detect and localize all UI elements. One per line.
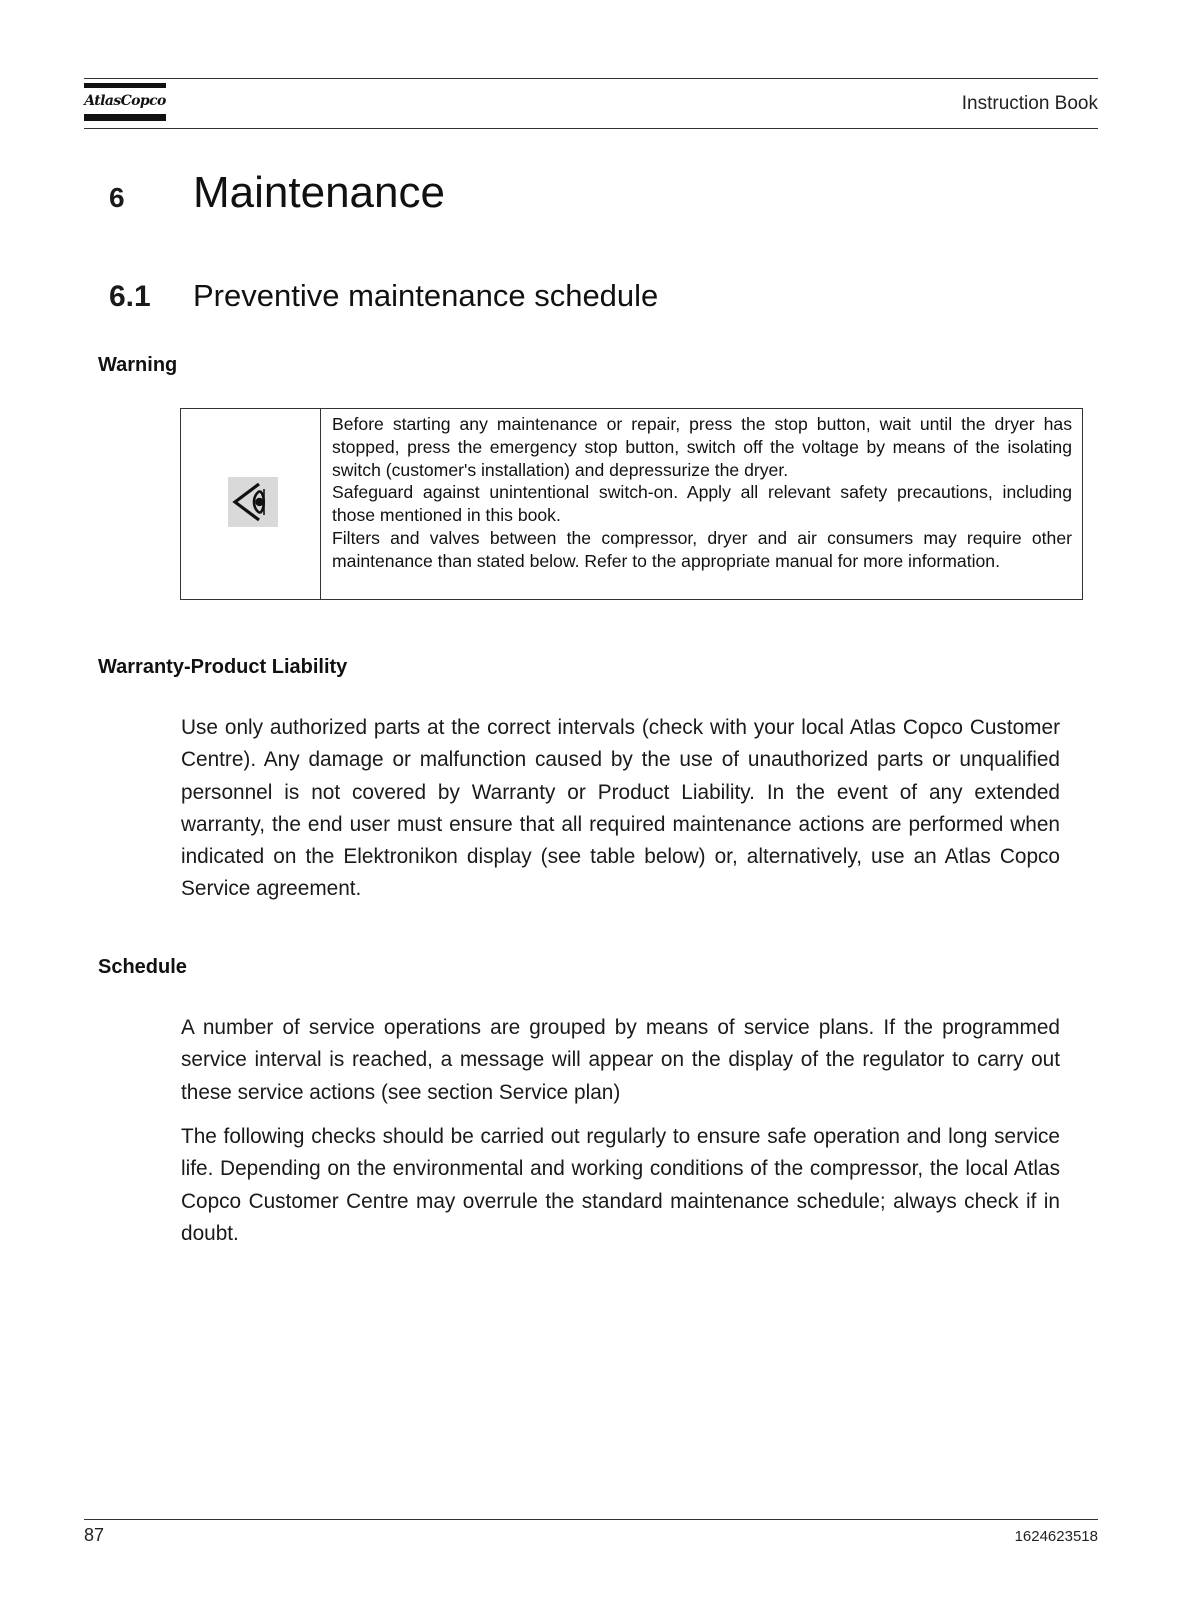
document-number: 1624623518 xyxy=(1014,1528,1098,1545)
warranty-paragraph: Use only authorized parts at the correct intervals (check with your local Atlas Copco Customer Centre). Any damage or malfunction caused by the use of unauthorized parts or unqualified personnel is not covered by Warranty or Product Liability. In the event of any extended warranty, the end user must ensure that all required maintenance actions are performed when indicated on the Elektronikon display (see table below) or, alternatively, use an Atlas Copco Service agreement. xyxy=(181,716,1060,901)
instruction-book-label: Instruction Book xyxy=(961,93,1098,114)
warning-icon-cell xyxy=(181,409,321,600)
schedule-paragraph: The following checks should be carried out regularly to ensure safe operation and long service life. Depending on the environmental and working conditions of the compressor, the local Atlas Copco Customer Centre may overrule the standard maintenance schedule; always check if in doubt. xyxy=(181,1125,1060,1245)
warning-paragraph: Before starting any maintenance or repair, press the stop button, wait until the dryer has stopped, press the emergency stop button, switch off the voltage by means of the isolating switch (customer's installation) and depressurize the dryer. xyxy=(332,414,1072,480)
footer-rule xyxy=(84,1519,1098,1520)
schedule-heading: Schedule xyxy=(98,956,187,978)
warning-paragraph: Safeguard against unintentional switch-on. Apply all relevant safety precautions, including those mentioned in this book. xyxy=(332,482,1072,526)
logo-wordmark: AtlasCopco xyxy=(84,93,166,109)
schedule-paragraph: A number of service operations are grouped by means of service plans. If the programmed service interval is reached, a message will appear on the display of the regulator to carry out these service actions (see section Service plan) xyxy=(181,1016,1060,1104)
logo-top-bar xyxy=(84,83,166,88)
atlas-copco-logo xyxy=(84,83,166,123)
warning-paragraph: Filters and valves between the compressor, dryer and air consumers may require other maintenance than stated below. Refer to the appropriate manual for more information. xyxy=(332,527,1072,571)
warning-heading: Warning xyxy=(98,354,178,376)
warning-text-cell xyxy=(321,409,1083,600)
section-number: 6.1 xyxy=(109,280,151,313)
warning-box xyxy=(180,408,1083,600)
eye-caution-icon xyxy=(228,477,278,527)
section-title: Preventive maintenance schedule xyxy=(193,278,659,313)
chapter-number: 6 xyxy=(109,182,125,213)
warranty-heading: Warranty-Product Liability xyxy=(98,656,348,678)
header-top-rule xyxy=(84,78,1098,79)
chapter-title: Maintenance xyxy=(193,168,445,217)
logo-bottom-bar xyxy=(84,114,166,121)
header-bottom-rule xyxy=(84,128,1098,129)
page-number: 87 xyxy=(84,1525,105,1545)
